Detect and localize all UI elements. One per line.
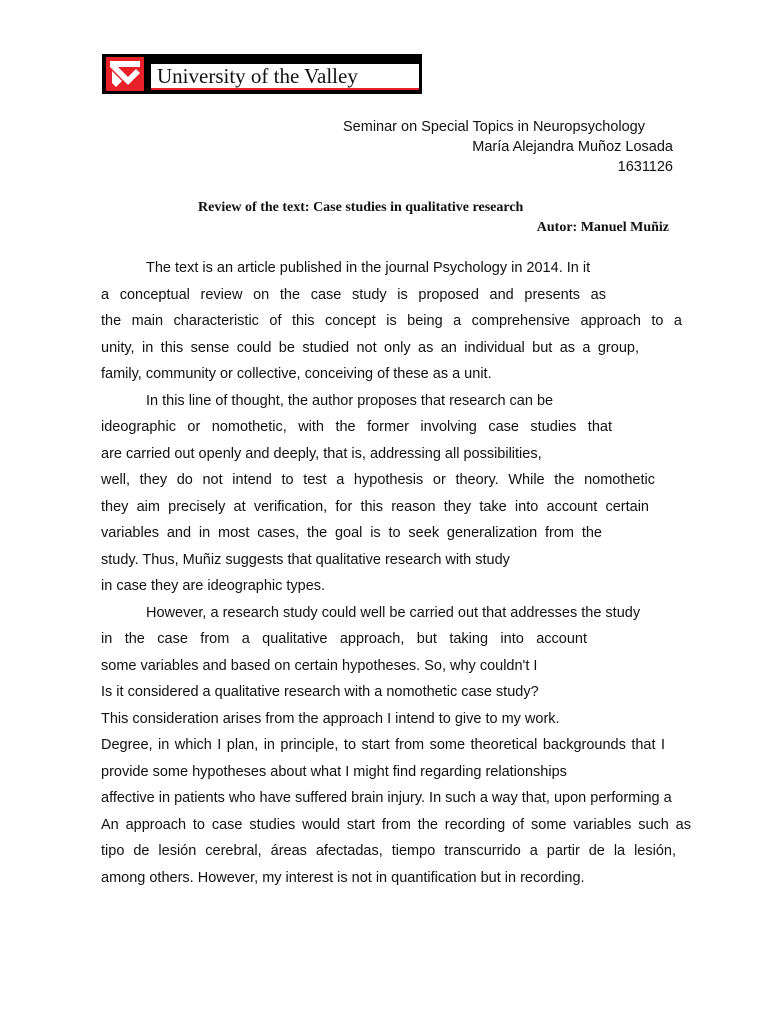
text-line: ideographic or nomothetic, with the former involving case studies that [101,419,612,435]
text-line: However, a research study could well be carried out that addresses the study [146,604,641,621]
text-line: The text is an article published in the journal Psychology in 2014. In it [146,260,591,276]
text-line: they aim precisely at verification, for this reason they take into account certain [101,498,649,515]
text-line: a conceptual review on the case study is proposed and presents as [101,286,606,303]
text-line: Is it considered a qualitative research with a nomothetic case study? [101,684,539,700]
author-name: María Alejandra Muñoz Losada [472,139,673,155]
text-line: Degree, in which I plan, in principle, to start from some theoretical backgrounds that I [101,737,665,753]
text-line: in the case from a qualitative approach, but taking into account [101,631,587,647]
review-author: Autor: Manuel Muñiz [536,220,669,235]
logo-text-box [151,64,419,90]
text-line: family, community or collective, conceiving of these as a unit. [101,366,492,382]
text-line: tipo de lesión cerebral, áreas afectadas, tiempo transcurrido a partir de la lesión, [101,843,676,859]
university-emblem-icon [106,57,144,91]
seminar-title: Seminar on Special Topics in Neuropsychology [343,119,645,135]
review-title: Review of the text: Case studies in qualitative research [198,200,524,215]
text-line: variables and in most cases, the goal is to seek generalization from the [101,525,602,541]
text-line: the main characteristic of this concept is being a comprehensive approach to a [101,313,682,329]
text-line: in case they are ideographic types. [101,578,326,594]
university-logo [102,54,422,94]
text-line: well, they do not intend to test a hypothesis or theory. While the nomothetic [101,472,655,488]
text-line: unity, in this sense could be studied not only as an individual but as a group, [101,339,639,356]
text-line: provide some hypotheses about what I might find regarding relationships [101,763,567,780]
text-line: study. Thus, Muñiz suggests that qualitative research with study [101,551,510,568]
logo-text: University of the Valley [157,64,358,88]
text-line: An approach to case studies would start from the recording of some variables such as [101,816,691,833]
text-line: affective in patients who have suffered brain injury. In such a way that, upon performing a [101,790,672,806]
text-line: among others. However, my interest is not in quantification but in recording. [101,869,585,886]
text-line: are carried out openly and deeply, that is, addressing all possibilities, [101,445,542,462]
body-text [101,258,703,894]
text-line: This consideration arises from the approach I intend to give to my work. [101,710,560,727]
text-line: In this line of thought, the author proposes that research can be [146,392,554,409]
text-line: some variables and based on certain hypotheses. So, why couldn't I [101,657,538,674]
student-id: 1631126 [617,159,673,175]
